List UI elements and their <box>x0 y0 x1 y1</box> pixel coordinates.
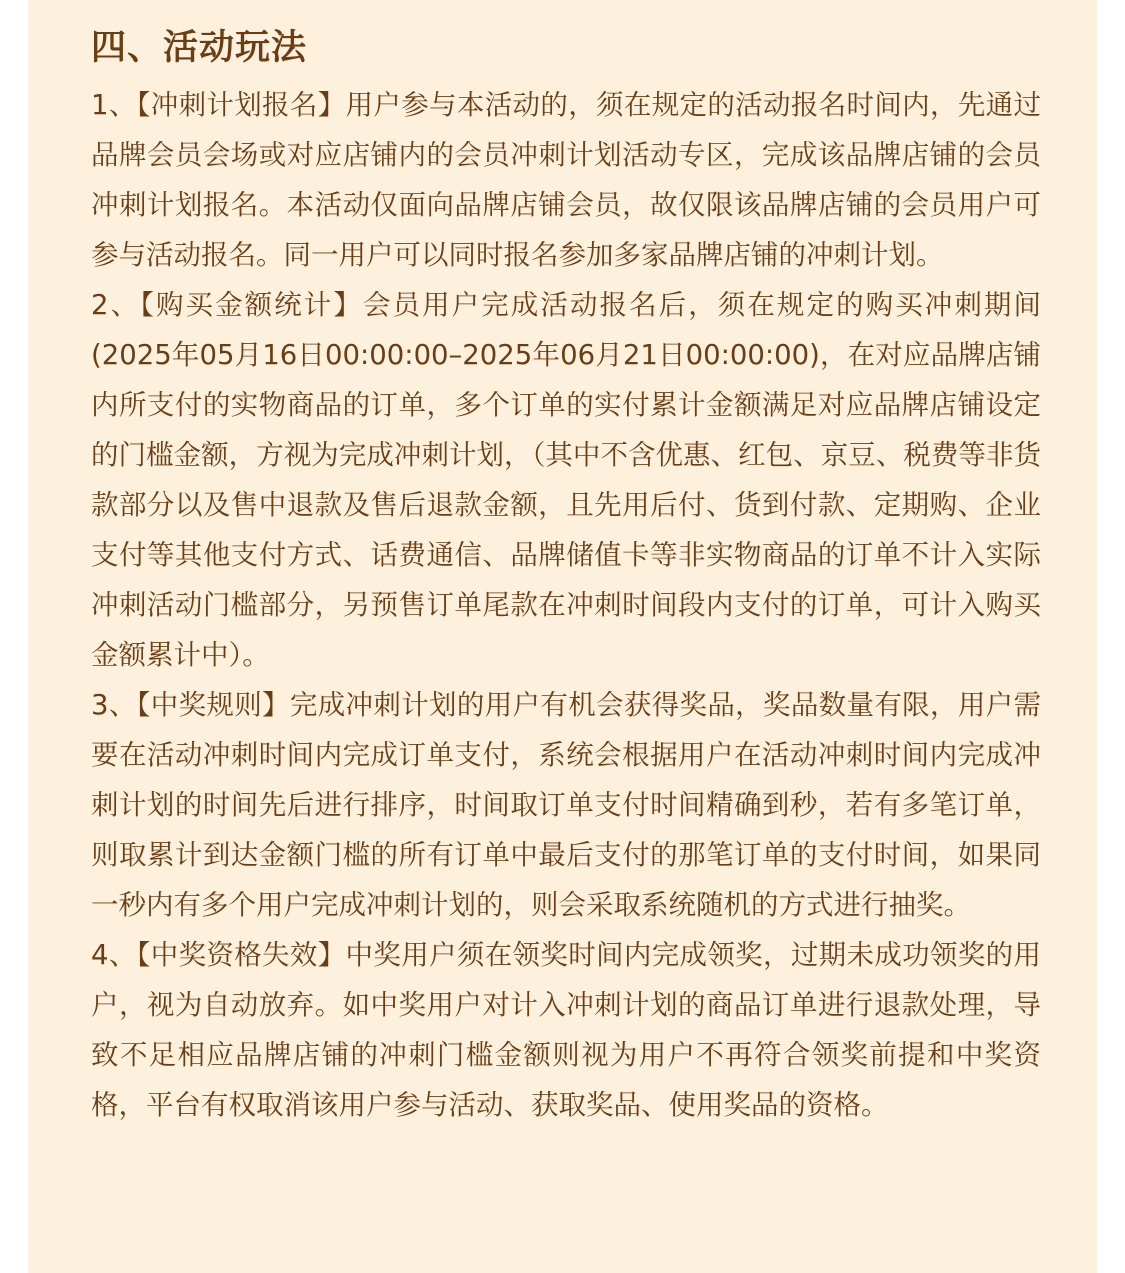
rules-panel <box>28 0 1097 1273</box>
rule-item-winning-rules: 3、【中奖规则】完成冲刺计划的用户有机会获得奖品，奖品数量有限，用户需要在活动冲刺时间内完成订单支付，系统会根据用户在活动冲刺时间内完成冲刺计划的时间先后进行排序，时间取订单支付时间精确到秒，若有多笔订单，则取累计到达金额门槛的所有订单中最后支付的那笔订单的支付时间，如果同一秒内有多个用户完成冲刺计划的，则会采取系统随机的方式进行抽奖。 <box>91 689 1041 921</box>
section-title: 四、活动玩法 <box>91 28 308 68</box>
rule-item-eligibility-loss: 4、【中奖资格失效】中奖用户须在领奖时间内完成领奖，过期未成功领奖的用户，视为自动放弃。如中奖用户对计入冲刺计划的商品订单进行退款处理，导致不足相应品牌店铺的冲刺门槛金额则视为用户不再符合领奖前提和中奖资格，平台有权取消该用户参与活动、获取奖品、使用奖品的资格。 <box>91 939 1041 1121</box>
rule-item-signup: 1、【冲刺计划报名】用户参与本活动的，须在规定的活动报名时间内，先通过品牌会员会场或对应店铺内的会员冲刺计划活动专区，完成该品牌店铺的会员冲刺计划报名。本活动仅面向品牌店铺会员，故仅限该品牌店铺的会员用户可参与活动报名。同一用户可以同时报名参加多家品牌店铺的冲刺计划。 <box>91 89 1041 271</box>
rule-item-purchase-amount: 2、【购买金额统计】会员用户完成活动报名后，须在规定的购买冲刺期间(2025年05月16日00:00:00–2025年06月21日00:00:00)，在对应品牌店铺内所支付的实物商品的订单，多个订单的实付累计金额满足对应品牌店铺设定的门槛金额，方视为完成冲刺计划，（其中不含优惠、红包、京豆、税费等非货款部分以及售中退款及售后退款金额，且先用后付、货到付款、定期购、企业支付等其他支付方式、话费通信、品牌储值卡等非实物商品的订单不计入实际冲刺活动门槛部分，另预售订单尾款在冲刺时间段内支付的订单，可计入购买金额累计中）。 <box>91 289 1041 671</box>
rules-list <box>91 80 1041 1130</box>
